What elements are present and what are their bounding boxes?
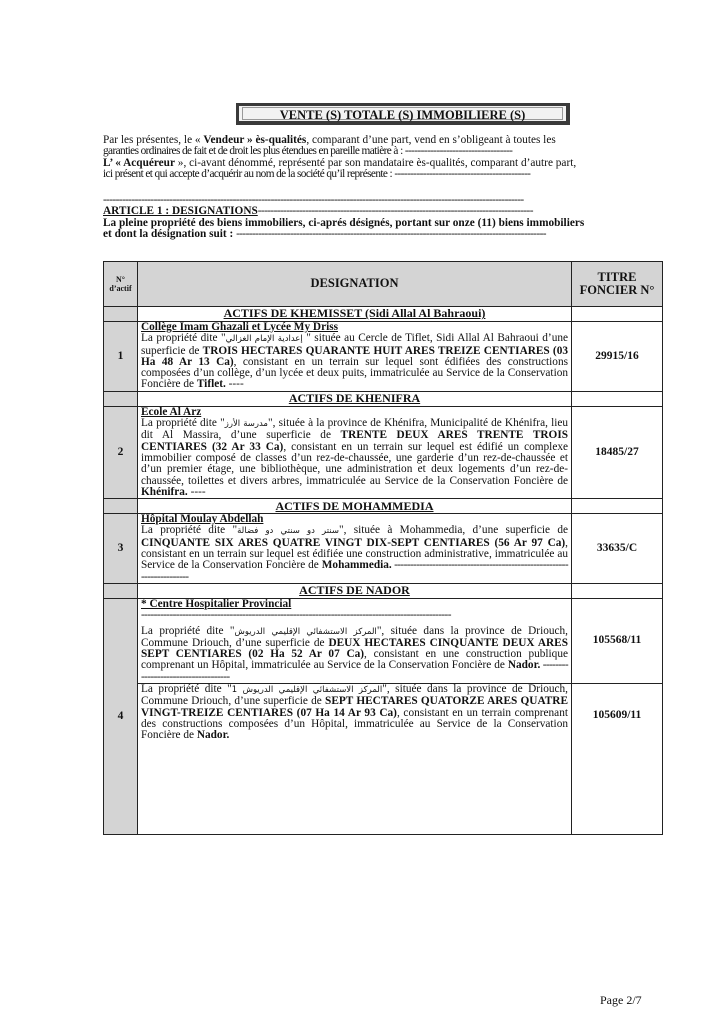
- article-line-2: et dont la désignation suit : --------------------------------------------------------------------------------------------------: [103, 229, 546, 241]
- section-title: ACTIFS DE KHEMISSET (Sidi Allal Al Bahraoui): [138, 307, 572, 322]
- section-title: ACTIFS DE NADOR: [138, 583, 572, 598]
- titre-foncier-value: 29915/16: [572, 322, 663, 392]
- section-row: [104, 499, 663, 514]
- asset-name: * Centre Hospitalier Provincial: [141, 597, 292, 610]
- asset-number: 2: [104, 406, 138, 498]
- intro-line-3: L’ « Acquéreur », ci-avant dénommé, représenté par son mandataire ès-qualités, comparant d’autre part,: [103, 157, 577, 169]
- asset-name: Collège Imam Ghazali et Lycée My Driss: [141, 321, 339, 333]
- table-row: [104, 684, 663, 835]
- section-row: [104, 583, 663, 598]
- titre-foncier-value: 105568/11: [572, 598, 663, 683]
- asset-designation: La propriété dite "المركز الاستشفائي الإقليمي الدريوش 1", située dans la province de Driouch, Commune Driouch, d’une superficie de SEPT HECTARES QUATORZE ARES QUATRE VINGT-TREIZE CENTIARES (07 Ha 14 Ar 93 Ca), consistant en un terrain comprenant des constructions composées d’un Hôpital, immatriculée au Service de la Conservation Foncière de Nador.: [138, 684, 572, 835]
- asset-number: 3: [104, 514, 138, 584]
- designation-table: [103, 261, 663, 835]
- asset-designation: Ecole Al Arz La propriété dite "مدرسة الأرز", située à la province de Khénifra, Municipalité de Khénifra, lieu dit Al Massira, d’une superficie de TRENTE DEUX ARES TRENTE TROIS CENTIARES (32 Ar 33 Ca), consistant en un terrain sur lequel est édifié un complexe immobilier composé de classes d’un rez-de-chaussée, une garderie d’un rez-de-chaussée et d’un premier étage, une bibliothèque, une administration et deux logements d’un rez-de-chaussée, toilettes et divers arbres, immatriculée au Service de la Conservation Foncière de Khénifra. ----: [138, 406, 572, 498]
- table-row: [104, 514, 663, 584]
- titre-foncier-value: 105609/11: [572, 684, 663, 835]
- article-heading-line: ARTICLE 1 : DESIGNATIONS---------------------------------------------------------------------------------------: [103, 206, 533, 218]
- dash-separator: --------------------------------------------------------------------------------------------------: [141, 610, 451, 622]
- section-row: [104, 307, 663, 322]
- section-title: ACTIFS DE MOHAMMEDIA: [138, 499, 572, 514]
- titre-foncier-value: 18485/27: [572, 406, 663, 498]
- asset-name: Ecole Al Arz: [141, 405, 202, 418]
- article-1: [103, 195, 671, 241]
- document-title: VENTE (S) TOTALE (S) IMMOBILIERE (S): [242, 107, 563, 120]
- table-row: [104, 406, 663, 498]
- asset-designation: Hôpital Moulay Abdellah La propriété dite "سنتر دو سنتي دو فضالة", située à Mohammedia, d’une superficie de CINQUANTE SIX ARES QUATRE VINGT DIX-SEPT CENTIARES (56 Ar 97 Ca), consistant en un terrain sur lequel est édifiée une construction administrative, immatriculée au Service de la Conservation Foncière de Mohammedia. ----------------------------------------------------------------------: [138, 514, 572, 584]
- page-number: Page 2/7: [600, 993, 642, 1007]
- section-row: [104, 391, 663, 406]
- separator-line: -------------------------------------------------------------------------------------------------------------------------------------: [103, 195, 524, 206]
- table-header-row: [104, 262, 663, 307]
- table-row: [104, 322, 663, 392]
- header-designation: DESIGNATION: [138, 262, 572, 307]
- article-heading: ARTICLE 1 : DESIGNATIONS: [103, 206, 258, 218]
- intro-line-4: ici présent et qui accepte d’acquérir au nom de la société qu’il représente : -------------------------------------------: [103, 169, 531, 181]
- intro-line-1: Par les présentes, le « Vendeur » ès-qualités, comparant d’une part, vend en s’obligeant à toutes les: [103, 135, 556, 146]
- intro-line-2: garanties ordinaires de fait et de droit les plus étendues en pareille matière à : ----------------------------------: [103, 146, 513, 158]
- intro-paragraph: [103, 135, 671, 181]
- asset-number: 1: [104, 322, 138, 392]
- asset-designation: * Centre Hospitalier Provincial -------------------------------------------------------------------------------------------------- La propriété dite "المركز الاستشفائي الإقليمي الدريوش", située dans la province de Driouch, Commune Driouch, d’une superficie de DEUX HECTARES CINQUANTE DEUX ARES SEPT CENTIARES (02 Ha 52 Ar 07 Ca), consistant en une construction publique comprenant un Hôpital, immatriculée au Service de la Conservation Foncière de Nador. ------------------------------------: [138, 598, 572, 683]
- titre-foncier-value: 33635/C: [572, 514, 663, 584]
- header-num-actif: N° d’actif: [104, 262, 138, 307]
- asset-name: Hôpital Moulay Abdellah: [141, 513, 264, 526]
- document-title-box: [236, 103, 570, 125]
- article-line-1: La pleine propriété des biens immobiliers, ci-aprés désignés, portant sur onze (11) biens immobiliers: [103, 217, 585, 229]
- section-title: ACTIFS DE KHENIFRA: [138, 391, 572, 406]
- table-row: [104, 598, 663, 683]
- header-titre-foncier: TITRE FONCIER N°: [572, 262, 663, 307]
- asset-number: 4: [104, 598, 138, 834]
- asset-designation: Collège Imam Ghazali et Lycée My Driss La propriété dite "إعدادية الإمام الغزالي " située au Cercle de Tiflet, Sidi Allal Al Bahraoui d’une superficie de TROIS HECTARES QUARANTE HUIT ARES TREIZE CENTIARES (03 Ha 48 Ar 13 Ca), consistant en un terrain sur lequel sont édifiées des constructions composées d’un collège, d’un lycée et deux puits, immatriculée au Service de la Conservation Foncière de Tiflet. ----: [138, 322, 572, 392]
